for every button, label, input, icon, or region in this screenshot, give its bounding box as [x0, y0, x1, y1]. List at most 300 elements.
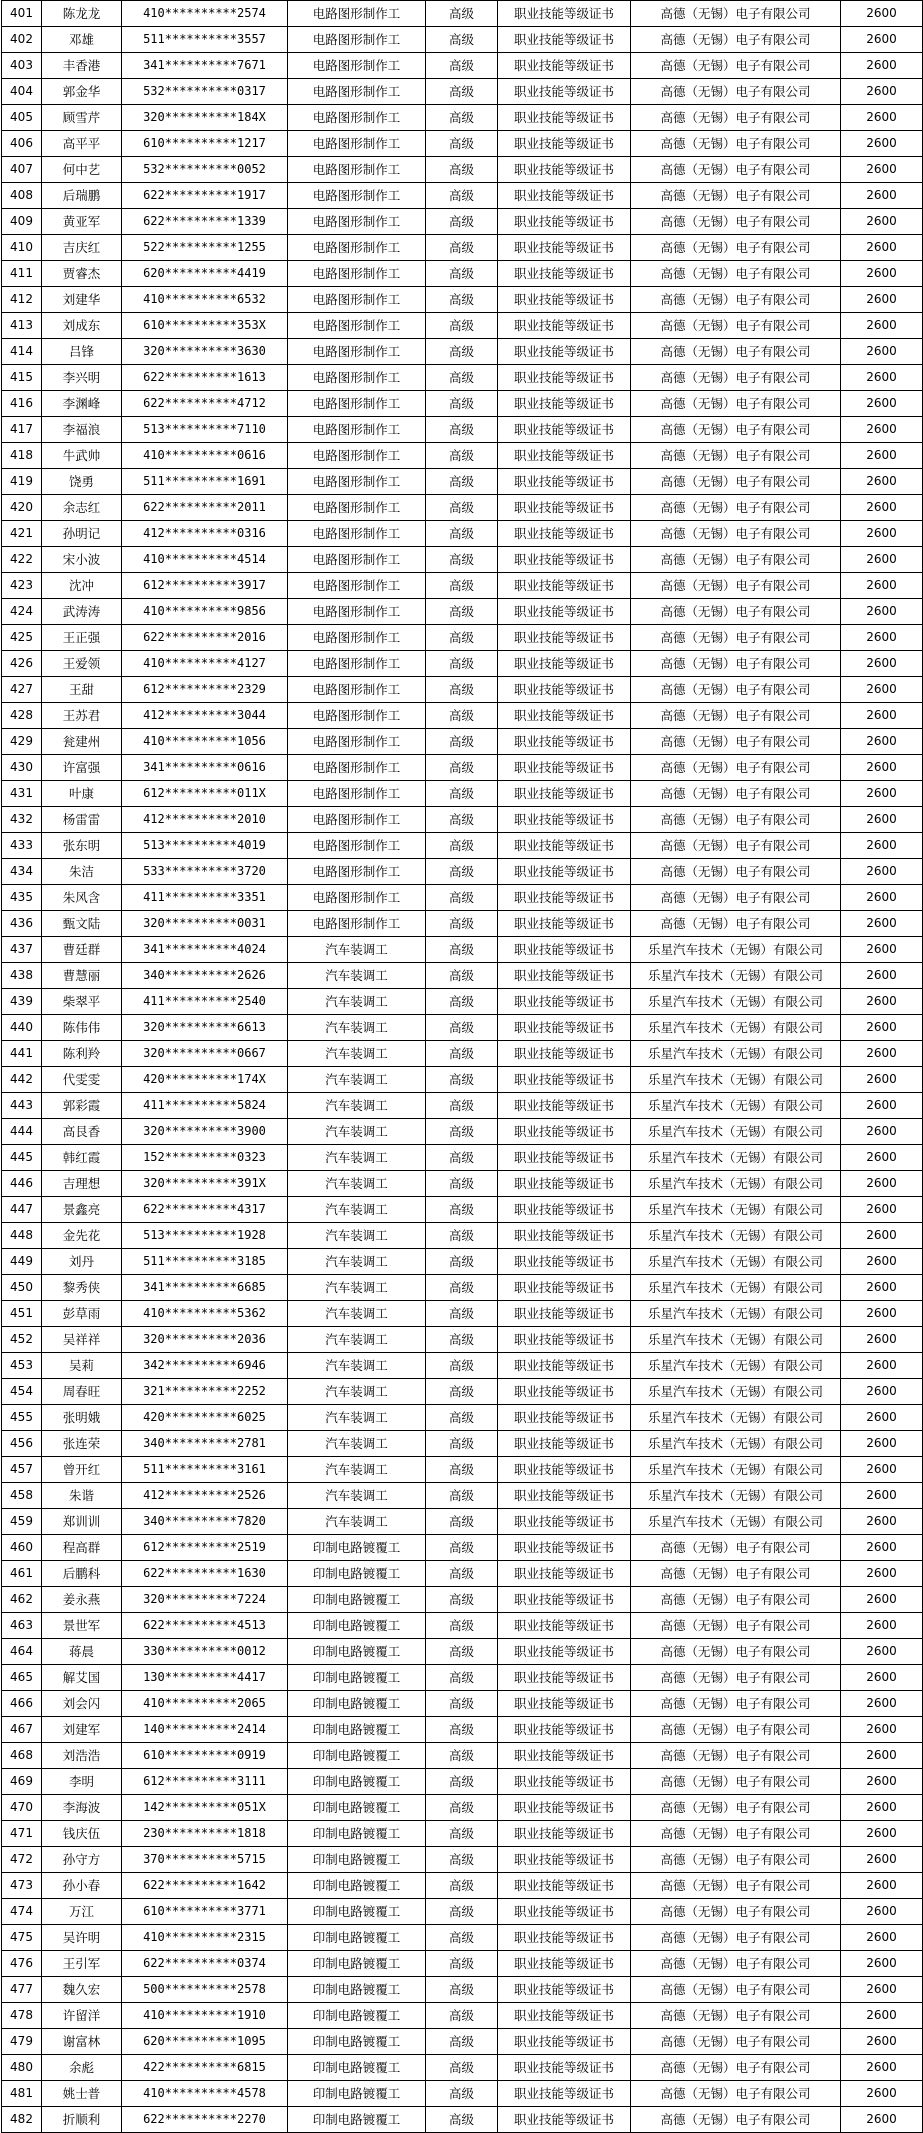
table-body — [2, 1, 923, 2133]
subsidy-amount-cell: 2600 — [841, 105, 923, 131]
table-row — [2, 2107, 923, 2133]
occupation-cell: 印制电路镀覆工 — [288, 1873, 426, 1899]
subsidy-amount-cell: 2600 — [841, 209, 923, 235]
company-cell: 高德（无锡）电子有限公司 — [631, 2003, 841, 2029]
table-row — [2, 1509, 923, 1535]
id-number-cell: 342**********6946 — [122, 1353, 288, 1379]
occupation-cell: 汽车装调工 — [288, 1509, 426, 1535]
subsidy-amount-cell: 2600 — [841, 1145, 923, 1171]
level-cell: 高级 — [426, 1561, 498, 1587]
row-number: 443 — [2, 1093, 42, 1119]
row-number: 468 — [2, 1743, 42, 1769]
level-cell: 高级 — [426, 131, 498, 157]
subsidy-amount-cell: 2600 — [841, 183, 923, 209]
name-cell: 何中艺 — [42, 157, 122, 183]
company-cell: 高德（无锡）电子有限公司 — [631, 443, 841, 469]
name-cell: 黎秀侠 — [42, 1275, 122, 1301]
id-number-cell: 622**********0374 — [122, 1951, 288, 1977]
subsidy-amount-cell: 2600 — [841, 1353, 923, 1379]
subsidy-amount-cell: 2600 — [841, 1899, 923, 1925]
name-cell: 张东明 — [42, 833, 122, 859]
table-row — [2, 885, 923, 911]
subsidy-amount-cell: 2600 — [841, 1405, 923, 1431]
id-number-cell: 511**********1691 — [122, 469, 288, 495]
name-cell: 叶康 — [42, 781, 122, 807]
subsidy-amount-cell: 2600 — [841, 625, 923, 651]
name-cell: 魏久宏 — [42, 1977, 122, 2003]
name-cell: 武涛涛 — [42, 599, 122, 625]
company-cell: 乐星汽车技术（无锡）有限公司 — [631, 1197, 841, 1223]
id-number-cell: 230**********1818 — [122, 1821, 288, 1847]
table-row — [2, 755, 923, 781]
occupation-cell: 汽车装调工 — [288, 1067, 426, 1093]
certificate-type-cell: 职业技能等级证书 — [498, 1847, 631, 1873]
company-cell: 高德（无锡）电子有限公司 — [631, 53, 841, 79]
subsidy-amount-cell: 2600 — [841, 27, 923, 53]
row-number: 402 — [2, 27, 42, 53]
row-number: 404 — [2, 79, 42, 105]
row-number: 482 — [2, 2107, 42, 2133]
id-number-cell: 622**********4513 — [122, 1613, 288, 1639]
occupation-cell: 电路图形制作工 — [288, 807, 426, 833]
subsidy-amount-cell: 2600 — [841, 443, 923, 469]
table-row — [2, 261, 923, 287]
table-row — [2, 1197, 923, 1223]
id-number-cell: 500**********2578 — [122, 1977, 288, 2003]
certificate-type-cell: 职业技能等级证书 — [498, 573, 631, 599]
level-cell: 高级 — [426, 573, 498, 599]
level-cell: 高级 — [426, 27, 498, 53]
name-cell: 杨雷雷 — [42, 807, 122, 833]
name-cell: 余彪 — [42, 2055, 122, 2081]
company-cell: 乐星汽车技术（无锡）有限公司 — [631, 1379, 841, 1405]
subsidy-amount-cell: 2600 — [841, 287, 923, 313]
level-cell: 高级 — [426, 1353, 498, 1379]
company-cell: 高德（无锡）电子有限公司 — [631, 755, 841, 781]
row-number: 446 — [2, 1171, 42, 1197]
id-number-cell: 340**********2626 — [122, 963, 288, 989]
certificate-type-cell: 职业技能等级证书 — [498, 1483, 631, 1509]
occupation-cell: 印制电路镀覆工 — [288, 1665, 426, 1691]
level-cell: 高级 — [426, 521, 498, 547]
company-cell: 高德（无锡）电子有限公司 — [631, 1535, 841, 1561]
table-row — [2, 1873, 923, 1899]
table-row — [2, 1977, 923, 2003]
table-row — [2, 1171, 923, 1197]
certificate-type-cell: 职业技能等级证书 — [498, 885, 631, 911]
company-cell: 高德（无锡）电子有限公司 — [631, 1847, 841, 1873]
certificate-type-cell: 职业技能等级证书 — [498, 1145, 631, 1171]
certificate-type-cell: 职业技能等级证书 — [498, 131, 631, 157]
name-cell: 解艾国 — [42, 1665, 122, 1691]
certificate-type-cell: 职业技能等级证书 — [498, 1977, 631, 2003]
certificate-type-cell: 职业技能等级证书 — [498, 729, 631, 755]
company-cell: 高德（无锡）电子有限公司 — [631, 833, 841, 859]
occupation-cell: 印制电路镀覆工 — [288, 1717, 426, 1743]
row-number: 430 — [2, 755, 42, 781]
certificate-type-cell: 职业技能等级证书 — [498, 1769, 631, 1795]
name-cell: 王引军 — [42, 1951, 122, 1977]
occupation-cell: 电路图形制作工 — [288, 547, 426, 573]
id-number-cell: 410**********1056 — [122, 729, 288, 755]
company-cell: 高德（无锡）电子有限公司 — [631, 1925, 841, 1951]
level-cell: 高级 — [426, 677, 498, 703]
certificate-type-cell: 职业技能等级证书 — [498, 1171, 631, 1197]
id-number-cell: 412**********3044 — [122, 703, 288, 729]
table-row — [2, 1639, 923, 1665]
level-cell: 高级 — [426, 1249, 498, 1275]
table-row — [2, 1067, 923, 1093]
occupation-cell: 电路图形制作工 — [288, 183, 426, 209]
name-cell: 朱洁 — [42, 859, 122, 885]
table-row — [2, 495, 923, 521]
id-number-cell: 622**********2270 — [122, 2107, 288, 2133]
company-cell: 高德（无锡）电子有限公司 — [631, 911, 841, 937]
occupation-cell: 电路图形制作工 — [288, 755, 426, 781]
occupation-cell: 电路图形制作工 — [288, 261, 426, 287]
occupation-cell: 电路图形制作工 — [288, 1, 426, 27]
name-cell: 高平平 — [42, 131, 122, 157]
row-number: 465 — [2, 1665, 42, 1691]
level-cell: 高级 — [426, 1327, 498, 1353]
table-row — [2, 1145, 923, 1171]
subsidy-amount-cell: 2600 — [841, 1197, 923, 1223]
id-number-cell: 412**********2010 — [122, 807, 288, 833]
name-cell: 张明娥 — [42, 1405, 122, 1431]
id-number-cell: 130**********4417 — [122, 1665, 288, 1691]
row-number: 454 — [2, 1379, 42, 1405]
certificate-type-cell: 职业技能等级证书 — [498, 105, 631, 131]
subsidy-amount-cell: 2600 — [841, 1587, 923, 1613]
subsidy-amount-cell: 2600 — [841, 703, 923, 729]
certificate-type-cell: 职业技能等级证书 — [498, 1873, 631, 1899]
occupation-cell: 电路图形制作工 — [288, 781, 426, 807]
name-cell: 柴翠平 — [42, 989, 122, 1015]
table-row — [2, 105, 923, 131]
name-cell: 丰香港 — [42, 53, 122, 79]
company-cell: 高德（无锡）电子有限公司 — [631, 2029, 841, 2055]
row-number: 445 — [2, 1145, 42, 1171]
id-number-cell: 622**********4712 — [122, 391, 288, 417]
id-number-cell: 341**********7671 — [122, 53, 288, 79]
row-number: 438 — [2, 963, 42, 989]
name-cell: 孙明记 — [42, 521, 122, 547]
subsidy-amount-cell: 2600 — [841, 2029, 923, 2055]
table-row — [2, 79, 923, 105]
occupation-cell: 印制电路镀覆工 — [288, 1587, 426, 1613]
row-number: 451 — [2, 1301, 42, 1327]
level-cell: 高级 — [426, 1171, 498, 1197]
occupation-cell: 印制电路镀覆工 — [288, 1561, 426, 1587]
level-cell: 高级 — [426, 1613, 498, 1639]
level-cell: 高级 — [426, 1041, 498, 1067]
table-row — [2, 1379, 923, 1405]
subsidy-list-table — [1, 0, 923, 2133]
occupation-cell: 电路图形制作工 — [288, 287, 426, 313]
level-cell: 高级 — [426, 2003, 498, 2029]
occupation-cell: 印制电路镀覆工 — [288, 2081, 426, 2107]
id-number-cell: 321**********2252 — [122, 1379, 288, 1405]
name-cell: 钱庆伍 — [42, 1821, 122, 1847]
certificate-type-cell: 职业技能等级证书 — [498, 2055, 631, 2081]
subsidy-amount-cell: 2600 — [841, 1249, 923, 1275]
certificate-type-cell: 职业技能等级证书 — [498, 1197, 631, 1223]
row-number: 437 — [2, 937, 42, 963]
name-cell: 折顺利 — [42, 2107, 122, 2133]
row-number: 460 — [2, 1535, 42, 1561]
name-cell: 郭金华 — [42, 79, 122, 105]
subsidy-amount-cell: 2600 — [841, 1275, 923, 1301]
name-cell: 朱风含 — [42, 885, 122, 911]
table-row — [2, 1561, 923, 1587]
subsidy-amount-cell: 2600 — [841, 1561, 923, 1587]
id-number-cell: 612**********011X — [122, 781, 288, 807]
subsidy-amount-cell: 2600 — [841, 365, 923, 391]
certificate-type-cell: 职业技能等级证书 — [498, 443, 631, 469]
name-cell: 朱谐 — [42, 1483, 122, 1509]
id-number-cell: 340**********2781 — [122, 1431, 288, 1457]
certificate-type-cell: 职业技能等级证书 — [498, 2029, 631, 2055]
occupation-cell: 印制电路镀覆工 — [288, 1899, 426, 1925]
level-cell: 高级 — [426, 755, 498, 781]
row-number: 412 — [2, 287, 42, 313]
occupation-cell: 汽车装调工 — [288, 1483, 426, 1509]
table-row — [2, 1847, 923, 1873]
subsidy-amount-cell: 2600 — [841, 599, 923, 625]
row-number: 418 — [2, 443, 42, 469]
level-cell: 高级 — [426, 703, 498, 729]
company-cell: 高德（无锡）电子有限公司 — [631, 599, 841, 625]
level-cell: 高级 — [426, 1587, 498, 1613]
id-number-cell: 622**********1917 — [122, 183, 288, 209]
subsidy-amount-cell: 2600 — [841, 807, 923, 833]
company-cell: 高德（无锡）电子有限公司 — [631, 1561, 841, 1587]
level-cell: 高级 — [426, 1925, 498, 1951]
id-number-cell: 622**********4317 — [122, 1197, 288, 1223]
subsidy-amount-cell: 2600 — [841, 2003, 923, 2029]
certificate-type-cell: 职业技能等级证书 — [498, 1249, 631, 1275]
row-number: 426 — [2, 651, 42, 677]
occupation-cell: 电路图形制作工 — [288, 859, 426, 885]
table-row — [2, 833, 923, 859]
subsidy-amount-cell: 2600 — [841, 1223, 923, 1249]
table-row — [2, 157, 923, 183]
subsidy-amount-cell: 2600 — [841, 937, 923, 963]
certificate-type-cell: 职业技能等级证书 — [498, 469, 631, 495]
table-row — [2, 2081, 923, 2107]
occupation-cell: 电路图形制作工 — [288, 131, 426, 157]
certificate-type-cell: 职业技能等级证书 — [498, 157, 631, 183]
table-row — [2, 1821, 923, 1847]
level-cell: 高级 — [426, 443, 498, 469]
id-number-cell: 341**********4024 — [122, 937, 288, 963]
subsidy-amount-cell: 2600 — [841, 157, 923, 183]
table-row — [2, 1275, 923, 1301]
level-cell: 高级 — [426, 2055, 498, 2081]
occupation-cell: 汽车装调工 — [288, 937, 426, 963]
certificate-type-cell: 职业技能等级证书 — [498, 1925, 631, 1951]
level-cell: 高级 — [426, 287, 498, 313]
occupation-cell: 印制电路镀覆工 — [288, 1795, 426, 1821]
name-cell: 瓮建州 — [42, 729, 122, 755]
certificate-type-cell: 职业技能等级证书 — [498, 209, 631, 235]
name-cell: 王苏君 — [42, 703, 122, 729]
occupation-cell: 汽车装调工 — [288, 1223, 426, 1249]
subsidy-amount-cell: 2600 — [841, 781, 923, 807]
company-cell: 高德（无锡）电子有限公司 — [631, 703, 841, 729]
company-cell: 乐星汽车技术（无锡）有限公司 — [631, 1171, 841, 1197]
name-cell: 宋小波 — [42, 547, 122, 573]
row-number: 428 — [2, 703, 42, 729]
id-number-cell: 410**********4514 — [122, 547, 288, 573]
certificate-type-cell: 职业技能等级证书 — [498, 599, 631, 625]
level-cell: 高级 — [426, 261, 498, 287]
level-cell: 高级 — [426, 417, 498, 443]
table-row — [2, 1665, 923, 1691]
subsidy-amount-cell: 2600 — [841, 339, 923, 365]
subsidy-amount-cell: 2600 — [841, 1925, 923, 1951]
name-cell: 景世军 — [42, 1613, 122, 1639]
id-number-cell: 422**********6815 — [122, 2055, 288, 2081]
company-cell: 乐星汽车技术（无锡）有限公司 — [631, 1405, 841, 1431]
subsidy-amount-cell: 2600 — [841, 1457, 923, 1483]
occupation-cell: 汽车装调工 — [288, 1197, 426, 1223]
subsidy-amount-cell: 2600 — [841, 131, 923, 157]
subsidy-amount-cell: 2600 — [841, 495, 923, 521]
id-number-cell: 410**********5362 — [122, 1301, 288, 1327]
level-cell: 高级 — [426, 807, 498, 833]
id-number-cell: 610**********1217 — [122, 131, 288, 157]
level-cell: 高级 — [426, 547, 498, 573]
id-number-cell: 320**********184X — [122, 105, 288, 131]
occupation-cell: 电路图形制作工 — [288, 729, 426, 755]
level-cell: 高级 — [426, 105, 498, 131]
certificate-type-cell: 职业技能等级证书 — [498, 365, 631, 391]
certificate-type-cell: 职业技能等级证书 — [498, 755, 631, 781]
occupation-cell: 汽车装调工 — [288, 1431, 426, 1457]
company-cell: 乐星汽车技术（无锡）有限公司 — [631, 1223, 841, 1249]
id-number-cell: 410**********2574 — [122, 1, 288, 27]
name-cell: 李福浪 — [42, 417, 122, 443]
certificate-type-cell: 职业技能等级证书 — [498, 651, 631, 677]
certificate-type-cell: 职业技能等级证书 — [498, 1821, 631, 1847]
row-number: 425 — [2, 625, 42, 651]
id-number-cell: 610**********353X — [122, 313, 288, 339]
level-cell: 高级 — [426, 989, 498, 1015]
id-number-cell: 513**********7110 — [122, 417, 288, 443]
table-row — [2, 807, 923, 833]
row-number: 419 — [2, 469, 42, 495]
name-cell: 周春旺 — [42, 1379, 122, 1405]
company-cell: 乐星汽车技术（无锡）有限公司 — [631, 937, 841, 963]
company-cell: 乐星汽车技术（无锡）有限公司 — [631, 1145, 841, 1171]
subsidy-amount-cell: 2600 — [841, 1769, 923, 1795]
id-number-cell: 410**********2315 — [122, 1925, 288, 1951]
table-row — [2, 235, 923, 261]
table-row — [2, 391, 923, 417]
occupation-cell: 电路图形制作工 — [288, 651, 426, 677]
subsidy-amount-cell: 2600 — [841, 1977, 923, 2003]
company-cell: 高德（无锡）电子有限公司 — [631, 417, 841, 443]
row-number: 421 — [2, 521, 42, 547]
id-number-cell: 533**********3720 — [122, 859, 288, 885]
certificate-type-cell: 职业技能等级证书 — [498, 989, 631, 1015]
table-row — [2, 521, 923, 547]
id-number-cell: 410**********2065 — [122, 1691, 288, 1717]
level-cell: 高级 — [426, 1457, 498, 1483]
company-cell: 高德（无锡）电子有限公司 — [631, 287, 841, 313]
table-row — [2, 1769, 923, 1795]
level-cell: 高级 — [426, 729, 498, 755]
name-cell: 邓雄 — [42, 27, 122, 53]
row-number: 411 — [2, 261, 42, 287]
occupation-cell: 汽车装调工 — [288, 1327, 426, 1353]
occupation-cell: 印制电路镀覆工 — [288, 1691, 426, 1717]
row-number: 442 — [2, 1067, 42, 1093]
name-cell: 刘浩浩 — [42, 1743, 122, 1769]
certificate-type-cell: 职业技能等级证书 — [498, 1067, 631, 1093]
row-number: 431 — [2, 781, 42, 807]
subsidy-amount-cell: 2600 — [841, 1795, 923, 1821]
company-cell: 高德（无锡）电子有限公司 — [631, 1743, 841, 1769]
row-number: 414 — [2, 339, 42, 365]
certificate-type-cell: 职业技能等级证书 — [498, 781, 631, 807]
id-number-cell: 511**********3557 — [122, 27, 288, 53]
subsidy-amount-cell: 2600 — [841, 833, 923, 859]
certificate-type-cell: 职业技能等级证书 — [498, 417, 631, 443]
certificate-type-cell: 职业技能等级证书 — [498, 287, 631, 313]
row-number: 406 — [2, 131, 42, 157]
row-number: 480 — [2, 2055, 42, 2081]
name-cell: 吴莉 — [42, 1353, 122, 1379]
id-number-cell: 622**********1630 — [122, 1561, 288, 1587]
company-cell: 高德（无锡）电子有限公司 — [631, 1717, 841, 1743]
name-cell: 顾雪芹 — [42, 105, 122, 131]
name-cell: 李渊峰 — [42, 391, 122, 417]
id-number-cell: 410**********1910 — [122, 2003, 288, 2029]
level-cell: 高级 — [426, 1977, 498, 2003]
occupation-cell: 电路图形制作工 — [288, 365, 426, 391]
certificate-type-cell: 职业技能等级证书 — [498, 1951, 631, 1977]
table-row — [2, 1535, 923, 1561]
id-number-cell: 341**********6685 — [122, 1275, 288, 1301]
row-number: 420 — [2, 495, 42, 521]
level-cell: 高级 — [426, 1821, 498, 1847]
level-cell: 高级 — [426, 1795, 498, 1821]
company-cell: 乐星汽车技术（无锡）有限公司 — [631, 1457, 841, 1483]
id-number-cell: 320**********391X — [122, 1171, 288, 1197]
name-cell: 姚士普 — [42, 2081, 122, 2107]
company-cell: 高德（无锡）电子有限公司 — [631, 885, 841, 911]
row-number: 440 — [2, 1015, 42, 1041]
occupation-cell: 印制电路镀覆工 — [288, 1821, 426, 1847]
name-cell: 吕锋 — [42, 339, 122, 365]
id-number-cell: 610**********0919 — [122, 1743, 288, 1769]
name-cell: 李明 — [42, 1769, 122, 1795]
row-number: 477 — [2, 1977, 42, 2003]
table-row — [2, 729, 923, 755]
id-number-cell: 612**********2329 — [122, 677, 288, 703]
name-cell: 饶勇 — [42, 469, 122, 495]
level-cell: 高级 — [426, 1717, 498, 1743]
level-cell: 高级 — [426, 859, 498, 885]
name-cell: 陈利羚 — [42, 1041, 122, 1067]
occupation-cell: 电路图形制作工 — [288, 157, 426, 183]
certificate-type-cell: 职业技能等级证书 — [498, 2081, 631, 2107]
name-cell: 后瑞鹏 — [42, 183, 122, 209]
id-number-cell: 620**********4419 — [122, 261, 288, 287]
table-row — [2, 2029, 923, 2055]
